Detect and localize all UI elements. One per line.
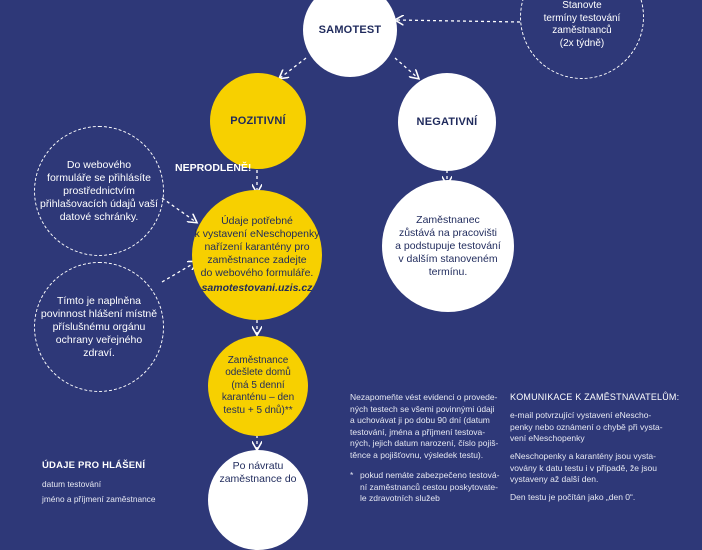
komunikace-p1 — [510, 410, 690, 445]
odeslete-line-5: testu + 5 dnů)** — [223, 404, 293, 416]
udaje-node — [192, 190, 322, 320]
terminy-line-1: Stanovte — [562, 0, 602, 11]
arrow-hlaseni-to-udaje — [162, 262, 196, 282]
hlaseni-line-2: povinnost hlášení místně — [40, 307, 158, 320]
footnote-text — [360, 470, 500, 505]
hlaseni-line-3: příslušnému orgánu — [52, 320, 146, 333]
komunikace-p1-line-3: vení eNeschopenky — [510, 433, 585, 443]
webovy-line-2: formuláře se přihlásíte — [47, 171, 151, 184]
evidence-line-5: ných, jejich datum narození, číslo pojiš- — [350, 438, 499, 448]
po-navratu-node — [208, 450, 308, 550]
komunikace-p3: Den testu je počítán jako „den 0“. — [510, 492, 636, 502]
zustava-line-2: zůstává na pracovišti — [398, 226, 498, 239]
zustava-line-1: Zaměstnanec — [416, 213, 480, 226]
footnote-line-3: le zdravotních služeb — [360, 493, 440, 503]
udaje-hlaseni-title: ÚDAJE PRO HLÁŠENÍ — [42, 460, 146, 471]
komunikace-p2-line-1: eNeschopenky a karantény jsou vysta- — [510, 451, 656, 461]
udaje-line-2: k vystavení eNeschopenky — [194, 228, 320, 240]
komunikace-title: KOMUNIKACE K ZAMĚSTNAVATELŮM: — [510, 392, 680, 402]
komunikace-p2-line-3: vystaveny až další den. — [510, 474, 599, 484]
zustava-line-5: termínu. — [428, 265, 468, 278]
evidence-line-1: Nezapomeňte vést evidenci o provede- — [350, 392, 498, 402]
pozitivni-label: POZITIVNÍ — [230, 115, 286, 127]
komunikace-p2-line-2: vovány k datu testu i v případě, že jsou — [510, 462, 657, 473]
udaje-line-3: nařízení karantény pro — [204, 241, 310, 253]
navrat-line-2: zaměstnance do — [219, 473, 297, 485]
udaje-line-5: do webového formuláře. — [200, 267, 314, 279]
zustava-line-4: v dalším stanoveném — [398, 252, 498, 265]
odeslete-node — [208, 336, 308, 436]
terminy-line-3: zaměstnanců — [552, 25, 612, 36]
pozitivni-node — [210, 73, 306, 169]
webovy-line-5: datové schránky. — [59, 210, 139, 223]
neprodlene-label: NEPRODLENĚ! — [175, 162, 252, 174]
zustava-node — [382, 180, 514, 312]
negativni-node — [398, 73, 496, 171]
odeslete-line-1: Zaměstnance — [227, 354, 289, 366]
hlaseni-line-5: zdraví. — [83, 346, 115, 359]
footnote-line-2: ní zaměstnanců cestou poskytovate- — [360, 481, 498, 492]
hlaseni-note — [34, 262, 164, 392]
arrow-terminy-to-samotest — [396, 20, 520, 22]
webovy-line-1: Do webového — [66, 158, 132, 171]
webovy-note — [34, 126, 164, 256]
footnote-line-1: pokud nemáte zabezpečeno testová- — [360, 470, 500, 480]
samotest-label: SAMOTEST — [318, 24, 382, 36]
komunikace-p2 — [510, 451, 690, 486]
udaje-hlaseni-line-1: datum testování — [42, 479, 102, 489]
arrow-webovy-to-udaje — [162, 198, 196, 222]
negativni-label: NEGATIVNÍ — [416, 116, 478, 128]
zustava-line-3: a podstupuje testování — [395, 239, 501, 252]
webovy-line-3: prostřednictvím — [63, 184, 135, 197]
evidence-line-6: těnce a pojišťovnu, výsledek testu). — [350, 449, 484, 460]
evidence-line-3: a uchovávat ji po dobu 90 dní (datum — [350, 415, 490, 425]
udaje-line-1: Údaje potřebné — [221, 215, 293, 227]
hlaseni-line-4: ochrany veřejného — [55, 333, 143, 346]
odeslete-line-2: odešlete domů — [225, 367, 291, 379]
hlaseni-line-1: Tímto je naplněna — [56, 294, 142, 307]
terminy-line-4: (2x týdně) — [559, 37, 605, 49]
evidence-note — [350, 392, 500, 461]
arrow-samotest-to-pozitivni — [280, 58, 306, 78]
udaje-hlaseni-line-2: jméno a příjmení zaměstnance — [42, 494, 156, 504]
komunikace-p1-line-1: e-mail potvrzující vystavení eNescho- — [510, 410, 652, 420]
udaje-line-4: zaměstnance zadejte — [207, 254, 307, 266]
udaje-url[interactable]: samotestovani.uzis.cz — [201, 282, 313, 294]
odeslete-line-4: karanténu – den — [221, 392, 295, 404]
evidence-line-2: ných testech se všemi povinnými údaji — [350, 403, 495, 414]
footnote-mark: * — [350, 470, 354, 480]
webovy-line-4: přihlašovacích údajů vaší — [40, 197, 158, 210]
terminy-line-2: termíny testování — [543, 12, 621, 24]
komunikace-p1-line-2: penky nebo oznámení o chybě při vysta- — [510, 421, 663, 432]
navrat-line-1: Po návratu — [232, 460, 284, 472]
odeslete-line-3: (má 5 denní — [231, 379, 285, 391]
arrow-samotest-to-negativni — [395, 58, 418, 78]
evidence-line-4: testování, jména a příjmení testova- — [350, 426, 486, 437]
